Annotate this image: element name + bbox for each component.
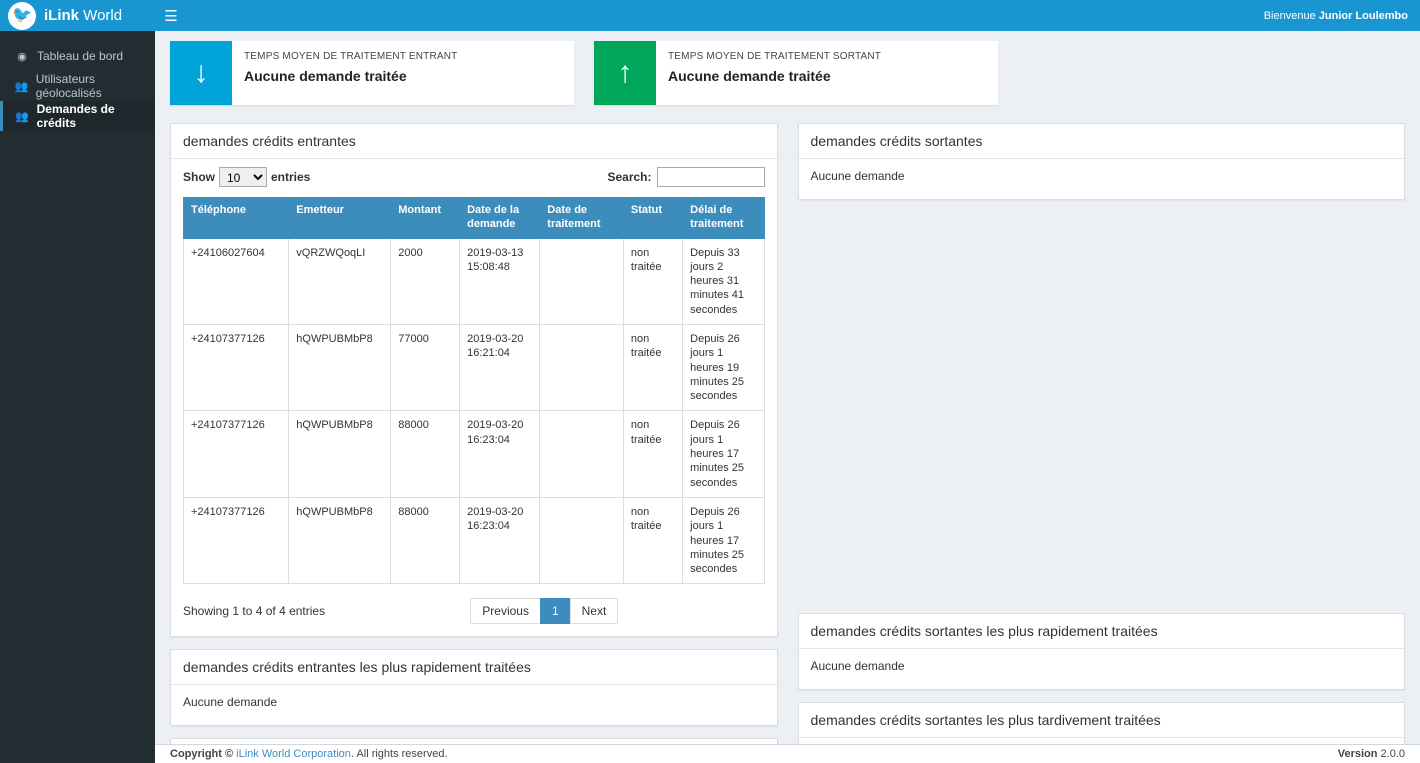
column-header-emetteur[interactable]: Emetteur [289,198,391,239]
copyright-suffix: . All rights reserved. [350,748,448,760]
cell-montant: 77000 [391,324,460,410]
cell-delai: Depuis 33 jours 2 heures 31 minutes 41 secondes [683,238,764,324]
bird-icon: 🐦 [12,6,32,24]
company-link[interactable]: iLink World Corporation [236,748,351,760]
incoming-credits-table [183,197,765,584]
welcome-username: Junior Loulembo [1318,9,1408,22]
column-header-date-traitement[interactable]: Date de traitement [540,198,624,239]
cell-emetteur: hQWPUBMbP8 [289,411,391,497]
cell-statut: non traitée [623,324,682,410]
arrow-up-icon: ↑ [594,41,656,105]
empty-message: Aucune demande [810,659,905,673]
panel-incoming-fastest [170,649,778,726]
table-row[interactable] [184,238,765,324]
cell-montant: 88000 [391,411,460,497]
cell-statut: non traitée [623,497,682,583]
credits-icon: 👥 [14,110,29,123]
column-header-telephone[interactable]: Téléphone [184,198,289,239]
cell-date-traitement [540,411,624,497]
copyright [170,748,448,760]
page-footer [155,744,1420,763]
cell-emetteur: hQWPUBMbP8 [289,497,391,583]
table-body [184,238,765,584]
stat-box-title: TEMPS MOYEN DE TRAITEMENT ENTRANT [244,51,458,62]
version-number: 2.0.0 [1380,748,1405,760]
datatable-length-control [183,167,310,187]
panel-title: demandes crédits sortantes les plus tardivement traitées [799,703,1405,738]
panel-incoming-credits [170,123,778,637]
pagination-page-1[interactable]: 1 [540,598,571,624]
cell-telephone: +24107377126 [184,497,289,583]
brand-logo [8,2,36,30]
stat-box-body [232,41,574,105]
panel-body [799,159,1405,199]
page-length-select[interactable] [219,167,267,187]
main-content [155,31,1420,744]
sidebar-item-demandes-de-credits[interactable] [0,101,155,131]
cell-emetteur: vQRZWQoqLI [289,238,391,324]
datatable-footer [183,598,765,624]
panel-body [171,159,777,636]
table-row[interactable] [184,411,765,497]
sidebar-nav [0,41,155,131]
cell-statut: non traitée [623,238,682,324]
stat-box-incoming [170,41,574,105]
column-header-statut[interactable]: Statut [623,198,682,239]
stat-box-outgoing [594,41,998,105]
stat-box-value: Aucune demande traitée [668,68,831,84]
hamburger-icon[interactable]: ☰ [164,7,178,25]
sidebar [0,0,155,763]
brand-name-light: World [79,7,123,24]
welcome-message [1264,10,1408,22]
cell-emetteur: hQWPUBMbP8 [289,324,391,410]
cell-date-demande: 2019-03-20 16:21:04 [460,324,540,410]
stat-boxes-row [170,41,1405,105]
cell-delai: Depuis 26 jours 1 heures 19 minutes 25 secondes [683,324,764,410]
panel-outgoing-slowest [798,702,1406,744]
column-header-date-demande[interactable]: Date de la demande [460,198,540,239]
cell-telephone: +24106027604 [184,238,289,324]
cell-date-traitement [540,497,624,583]
cell-date-demande: 2019-03-20 16:23:04 [460,497,540,583]
pagination-next[interactable]: Next [570,598,619,624]
brand-name-bold: iLink [44,7,80,24]
stat-box-title: TEMPS MOYEN DE TRAITEMENT SORTANT [668,51,882,62]
top-header [155,0,1420,31]
panel-body [799,649,1405,689]
datatable-controls [183,167,765,187]
users-icon: 👥 [14,80,29,93]
cell-montant: 2000 [391,238,460,324]
column-header-delai[interactable]: Délai de traitement [683,198,764,239]
stat-box-value: Aucune demande traitée [244,68,407,84]
sidebar-item-label: Utilisateurs géolocalisés [35,72,102,100]
panel-outgoing-credits [798,123,1406,200]
sidebar-item-label: Tableau de bord [37,49,124,63]
cell-telephone: +24107377126 [184,411,289,497]
table-header-row [184,198,765,239]
pagination [471,598,618,624]
welcome-prefix: Bienvenue [1263,9,1319,22]
table-row[interactable] [184,324,765,410]
cell-telephone: +24107377126 [184,324,289,410]
arrow-down-icon: ↓ [170,41,232,105]
stat-box-body [656,41,998,105]
sidebar-item-label: Demandes de crédits [36,102,115,130]
entries-label: entries [271,170,311,184]
cell-date-demande: 2019-03-20 16:23:04 [460,411,540,497]
datatable-search-control [607,167,764,187]
cell-date-demande: 2019-03-13 15:08:48 [460,238,540,324]
cell-statut: non traitée [623,411,682,497]
panel-outgoing-fastest [798,613,1406,690]
version-label: Version [1337,748,1381,760]
panel-title: demandes crédits sortantes les plus rapidement traitées [799,614,1405,649]
empty-message: Aucune demande [183,695,278,710]
search-label: Search: [607,170,652,184]
brand-header[interactable] [0,0,155,31]
show-label: Show [183,170,215,184]
brand-text [44,7,122,24]
search-input[interactable] [657,167,765,187]
table-row[interactable] [184,497,765,583]
cell-montant: 88000 [391,497,460,583]
dashboard-icon: ◉ [17,50,27,63]
pagination-previous[interactable]: Previous [470,598,541,624]
right-column [798,123,1406,744]
column-header-montant[interactable]: Montant [391,198,460,239]
cell-delai: Depuis 26 jours 1 heures 17 minutes 25 secondes [683,411,764,497]
empty-message: Aucune demande [810,169,905,183]
copyright-prefix: Copyright © [170,748,237,760]
sidebar-item-tableau-de-bord[interactable] [0,41,155,71]
panels-columns [170,123,1405,744]
panel-body [171,685,777,725]
table-header [184,198,765,239]
cell-date-traitement [540,324,624,410]
sidebar-item-utilisateurs-geolocalises[interactable] [0,71,155,101]
cell-delai: Depuis 26 jours 1 heures 17 minutes 25 secondes [683,497,764,583]
panel-title: demandes crédits entrantes [171,124,777,159]
datatable-info: Showing 1 to 4 of 4 entries [183,604,326,619]
left-column [170,123,778,744]
panel-title: demandes crédits entrantes les plus rapidement traitées [171,650,777,685]
version-info [1338,748,1405,760]
cell-date-traitement [540,238,624,324]
panel-title: demandes crédits sortantes [799,124,1405,159]
